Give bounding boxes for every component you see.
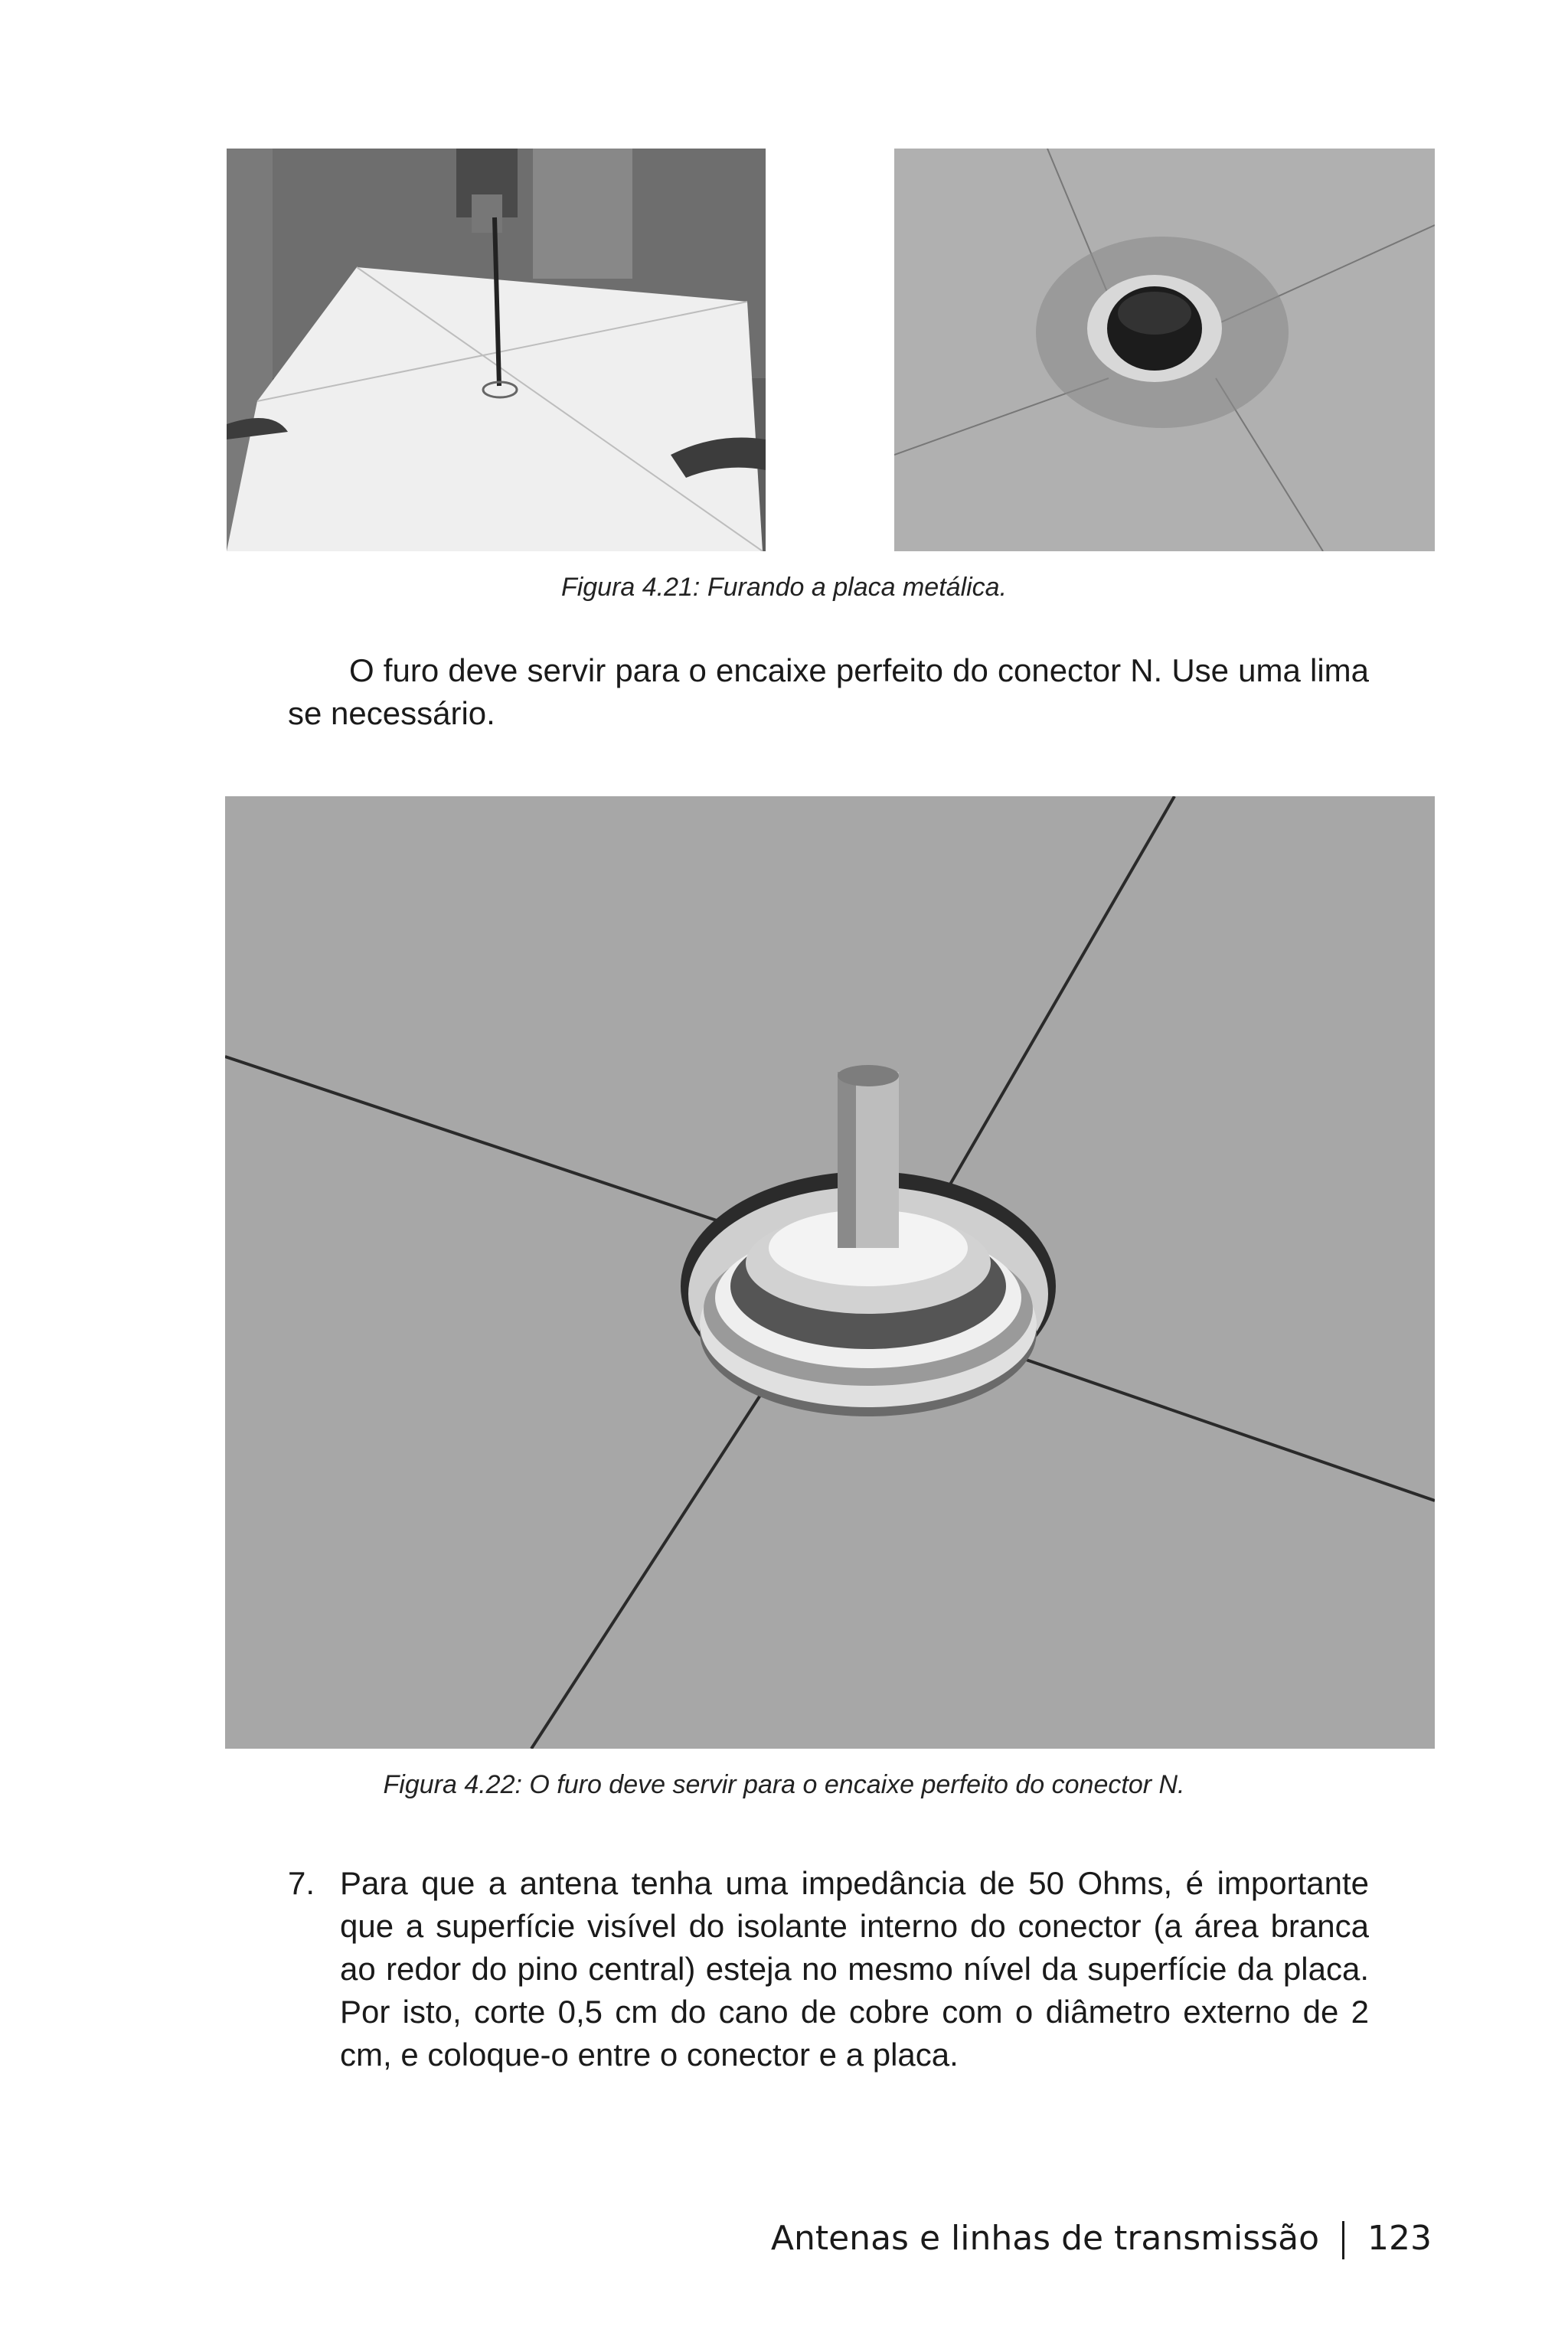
list-item-text: Para que a antena tenha uma impedância de 50 Ohms, é importante que a superfície visível do isolante interno do conector (a área branca ao redor do pino central) esteja no mesmo nível da superfície da placa. Por isto, corte 0,5 cm do cano de cobre com o diâmetro externo de 2 cm, e coloque-o entre o conector e a placa. — [340, 1865, 1369, 2073]
drilled-hole-photo — [894, 149, 1435, 551]
n-connector-illustration — [225, 796, 1435, 1749]
drilled-hole-illustration — [894, 149, 1435, 551]
page-footer — [771, 2219, 1432, 2259]
figure-4-22-caption: Figura 4.22: O furo deve servir para o encaixe perfeito do conector N. — [383, 1770, 1185, 1799]
drill-press-photo — [227, 149, 766, 551]
chapter-title: Antenas e linhas de transmissão — [770, 2219, 1320, 2258]
list-number: 7. — [288, 1865, 315, 1901]
footer-divider — [1342, 2221, 1344, 2259]
list-item-7 — [288, 1862, 1369, 2076]
paragraph-body: O furo deve servir para o encaixe perfeito do conector N. Use uma lima se necessário. — [288, 652, 1369, 731]
drill-press-illustration — [227, 149, 766, 551]
n-connector-photo — [225, 796, 1435, 1749]
figure-4-21-caption: Figura 4.21: Furando a placa metálica. — [560, 573, 1008, 602]
page-number: 123 — [1367, 2219, 1432, 2258]
